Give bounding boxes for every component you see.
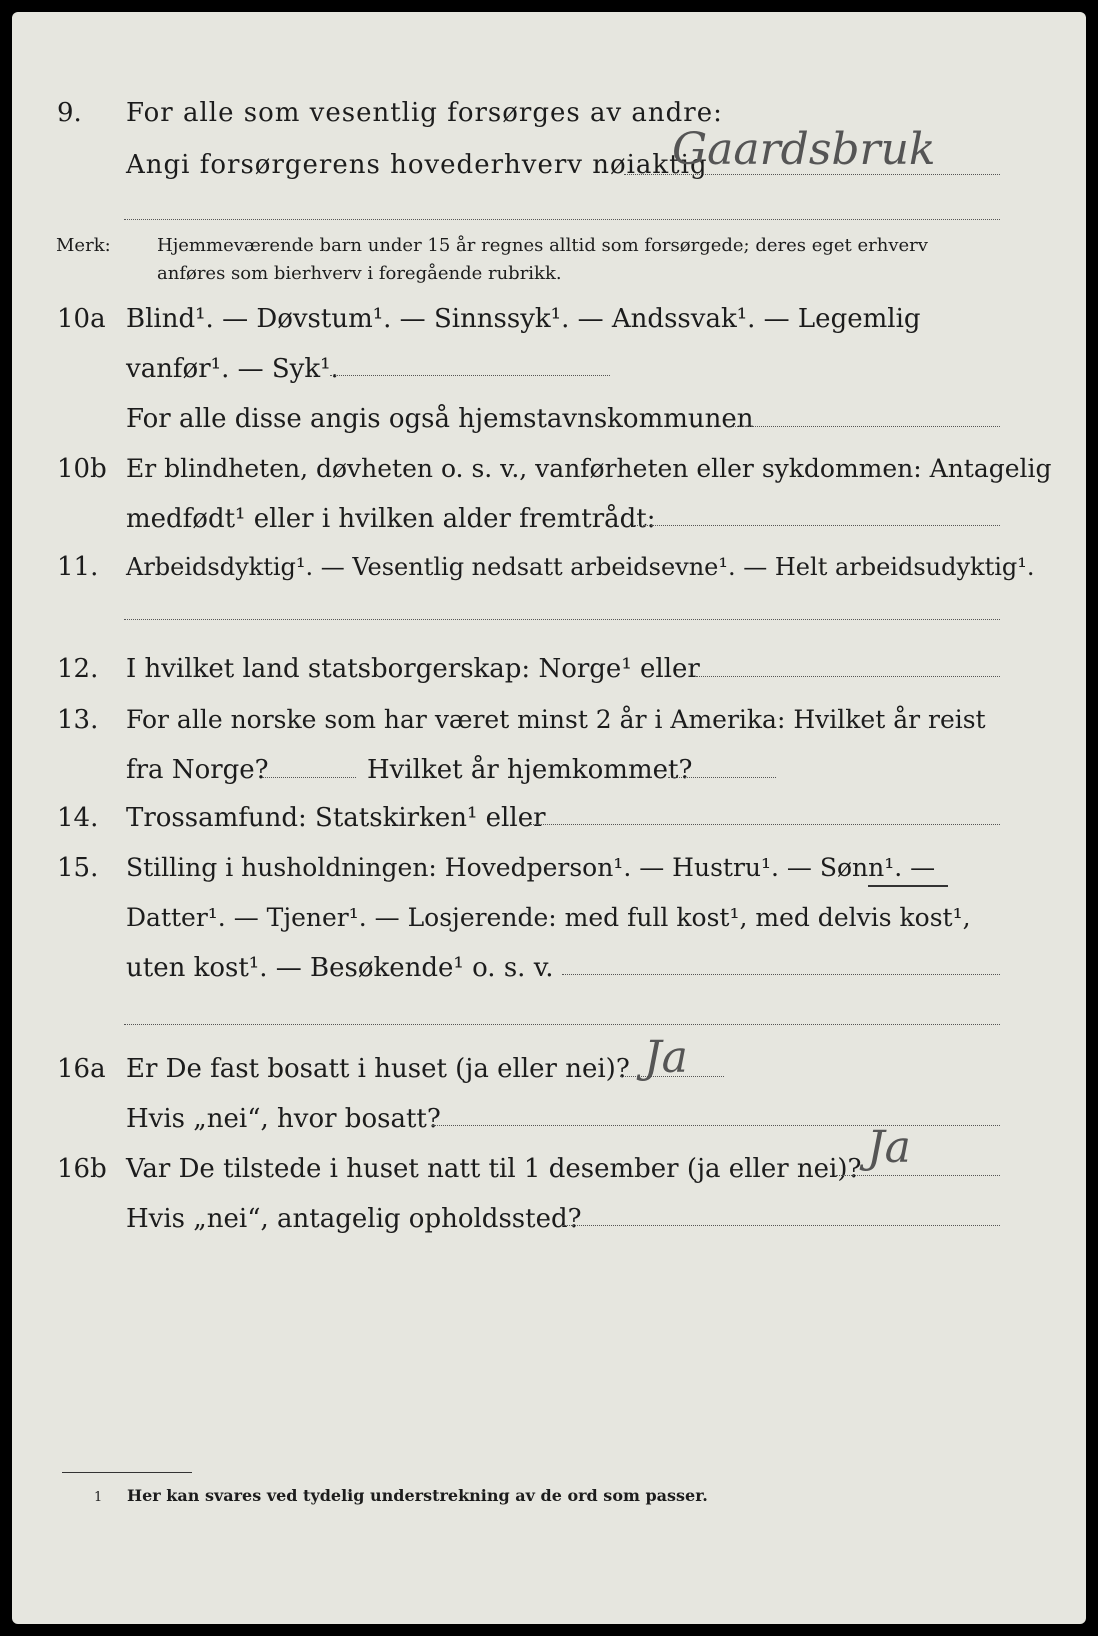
merk-line1: Hjemmeværende barn under 15 år regnes alltid som forsørgede; deres eget erhverv <box>157 235 928 256</box>
footnote-text: Her kan svares ved tydelig understrekning av de ord som passer. <box>127 1486 708 1505</box>
q14-number: 14. <box>57 803 99 833</box>
q11-answer-line <box>124 619 1000 620</box>
q10a-answer-line <box>330 375 610 376</box>
q16b-answer-line <box>836 1175 1000 1176</box>
q13-line1: For alle norske som har været minst 2 år i Amerika: Hvilket år reist <box>126 705 986 734</box>
q12-line1: I hvilket land statsborgerskap: Norge¹ eller <box>126 654 700 684</box>
q13-line2a: fra Norge? <box>126 755 269 785</box>
q11-number: 11. <box>57 552 99 582</box>
q10b-line2: medfødt¹ eller i hvilken alder fremtrådt: <box>126 504 656 534</box>
q16a-line2: Hvis „nei“, hvor bosatt? <box>126 1104 441 1134</box>
q14-line1: Trossamfund: Statskirken¹ eller <box>126 803 546 833</box>
q12-answer-line <box>696 676 1000 677</box>
q16a-number: 16a <box>57 1054 106 1084</box>
q16b-handwritten-answer: Ja <box>867 1122 911 1173</box>
q9-line2: Angi forsørgerens hovederhverv nøiaktig <box>126 150 708 180</box>
q15-underline-sonn <box>868 885 948 887</box>
q15-line3: uten kost¹. — Besøkende¹ o. s. v. <box>126 953 554 983</box>
q15-number: 15. <box>57 853 99 883</box>
q15-line1: Stilling i husholdningen: Hovedperson¹. — Hustru¹. — Sønn¹. — <box>126 853 936 882</box>
q9-handwritten-answer: Gaardsbruk <box>672 124 936 175</box>
q10a-number: 10a <box>57 304 106 334</box>
q10b-line1: Er blindheten, døvheten o. s. v., vanførheten eller sykdommen: Antagelig <box>126 454 1052 483</box>
q10a-line3: For alle disse angis også hjemstavnskommunen <box>126 404 754 434</box>
q9-separator <box>124 219 1000 220</box>
q16b-number: 16b <box>57 1154 107 1184</box>
q16a-line1: Er De fast bosatt i huset (ja eller nei)? <box>126 1054 630 1084</box>
q10a-line1: Blind¹. — Døvstum¹. — Sinnssyk¹. — Andssvak¹. — Legemlig <box>126 304 921 334</box>
q10b-number: 10b <box>57 454 107 484</box>
q9-number: 9. <box>57 98 82 128</box>
q10a-line2: vanfør¹. — Syk¹. <box>126 354 339 384</box>
q13-return-line <box>668 777 776 778</box>
q9-line1: For alle som vesentlig forsørges av andre: <box>126 98 723 128</box>
footnote-rule <box>62 1472 192 1473</box>
q14-answer-line <box>530 824 1000 825</box>
q13-departure-line <box>262 777 356 778</box>
q16b-whereabouts-line <box>560 1225 1000 1226</box>
q15-answer-line <box>562 974 1000 975</box>
merk-label: Merk: <box>56 235 111 256</box>
q11-line1: Arbeidsdyktig¹. — Vesentlig nedsatt arbeidsevne¹. — Helt arbeidsudyktig¹. <box>126 553 1035 581</box>
q16a-residence-line <box>432 1125 1000 1126</box>
q13-number: 13. <box>57 705 99 735</box>
q12-number: 12. <box>57 654 99 684</box>
q13-line2b: Hvilket år hjemkommet? <box>367 755 693 785</box>
q10b-answer-line <box>634 525 1000 526</box>
q16b-line2: Hvis „nei“, antagelig opholdssted? <box>126 1204 582 1234</box>
census-form-page <box>12 12 1086 1624</box>
q15-separator <box>124 1024 1000 1025</box>
footnote-marker: 1 <box>94 1490 103 1505</box>
merk-line2: anføres som bierhverv i foregående rubrikk. <box>157 263 562 284</box>
q15-line2: Datter¹. — Tjener¹. — Losjerende: med full kost¹, med delvis kost¹, <box>126 903 971 932</box>
q10a-hometown-line <box>732 426 1000 427</box>
q16a-handwritten-answer: Ja <box>644 1032 688 1083</box>
q16b-line1: Var De tilstede i huset natt til 1 desember (ja eller nei)? <box>126 1154 862 1184</box>
